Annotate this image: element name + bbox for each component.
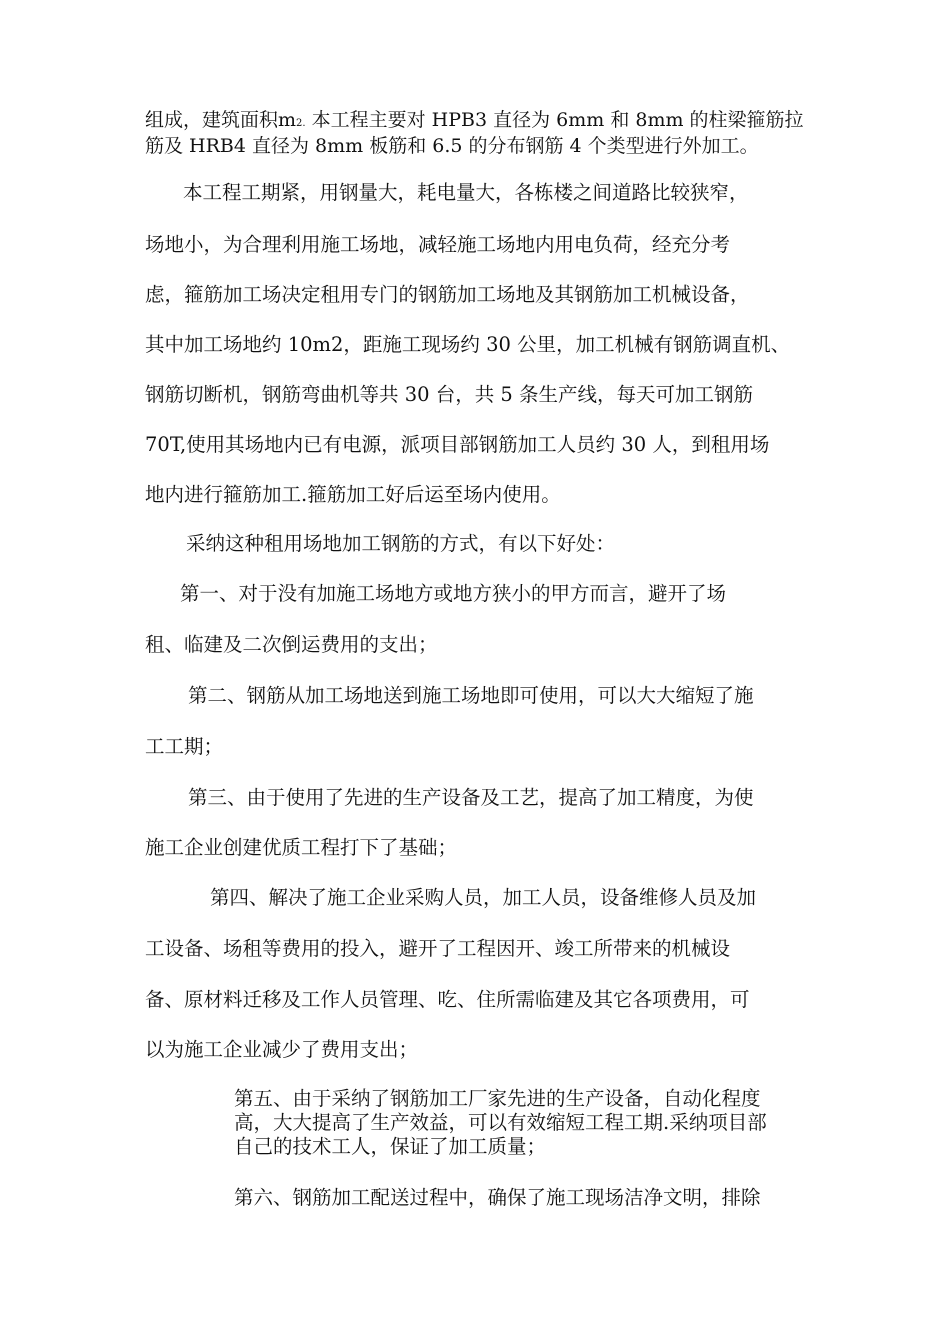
paragraph-2-line-4: 其中加工场地约 10m2，距施工现场约 30 公里，加工机械有钢筋调直机、	[145, 333, 791, 356]
benefit-4-line-4: 以为施工企业减少了费用支出；	[145, 1038, 419, 1061]
benefit-5-line-2: 高，大大提高了生产效益，可以有效缩短工程工期.采纳项目部	[234, 1111, 767, 1134]
benefit-5-block	[234, 1087, 824, 1159]
benefit-3-line-2: 施工企业创建优质工程打下了基础；	[145, 836, 458, 859]
paragraph-2-line-2: 场地小，为合理利用施工场地，减轻施工场地内用电负荷，经充分考	[145, 233, 731, 256]
benefit-6-line-1: 第六、钢筋加工配送过程中，确保了施工现场洁净文明，排除	[234, 1186, 761, 1209]
benefit-1-line-1: 第一、对于没有加施工场地方或地方狭小的甲方而言，避开了场	[180, 582, 727, 605]
benefit-4-line-2: 工设备、场租等费用的投入，避开了工程因开、竣工所带来的机械设	[145, 937, 731, 960]
area-unit-superscript: 2.	[296, 118, 306, 129]
intro-line-2: 筋及 HRB4 直径为 8mm 板筋和 6.5 的分布钢筋 4 个类型进行外加工。	[145, 135, 759, 157]
benefit-2-line-1: 第二、钢筋从加工场地送到施工场地即可使用，可以大大缩短了施	[188, 684, 754, 707]
paragraph-2-line-3: 虑，箍筋加工场决定租用专门的钢筋加工场地及其钢筋加工机械设备，	[145, 283, 750, 306]
paragraph-2-line-6: 70T,使用其场地内已有电源，派项目部钢筋加工人员约 30 人，到租用场	[145, 433, 770, 456]
paragraph-2-line-7: 地内进行箍筋加工.箍筋加工好后运至场内使用。	[145, 483, 561, 506]
benefit-4-line-1: 第四、解决了施工企业采购人员，加工人员，设备维修人员及加	[210, 886, 757, 909]
intro-text-a: 组成，建筑面积	[145, 109, 279, 131]
paragraph-2-line-1: 本工程工期紧，用钢量大，耗电量大，各栋楼之间道路比较狭窄，	[183, 181, 749, 204]
benefit-2-line-2: 工工期；	[145, 735, 224, 758]
benefit-4-line-3: 备、原材料迁移及工作人员管理、吃、住所需临建及其它各项费用，可	[145, 988, 750, 1011]
paragraph-3: 采纳这种租用场地加工钢筋的方式，有以下好处：	[186, 532, 616, 555]
benefit-5-line-3: 自己的技术工人，保证了加工质量；	[234, 1135, 547, 1158]
paragraph-2-line-5: 钢筋切断机，钢筋弯曲机等共 30 台，共 5 条生产线，每天可加工钢筋	[145, 383, 754, 406]
area-unit: m	[278, 109, 297, 131]
intro-line-1	[145, 108, 825, 136]
benefit-1-line-2: 租、临建及二次倒运费用的支出；	[145, 633, 438, 656]
benefit-5-line-1: 第五、由于采纳了钢筋加工厂家先进的生产设备，自动化程度	[234, 1087, 761, 1110]
intro-text-b: 本工程主要对 HPB3 直径为 6mm 和 8mm 的柱梁箍筋拉	[311, 109, 804, 131]
benefit-3-line-1: 第三、由于使用了先进的生产设备及工艺，提高了加工精度，为使	[188, 786, 754, 809]
